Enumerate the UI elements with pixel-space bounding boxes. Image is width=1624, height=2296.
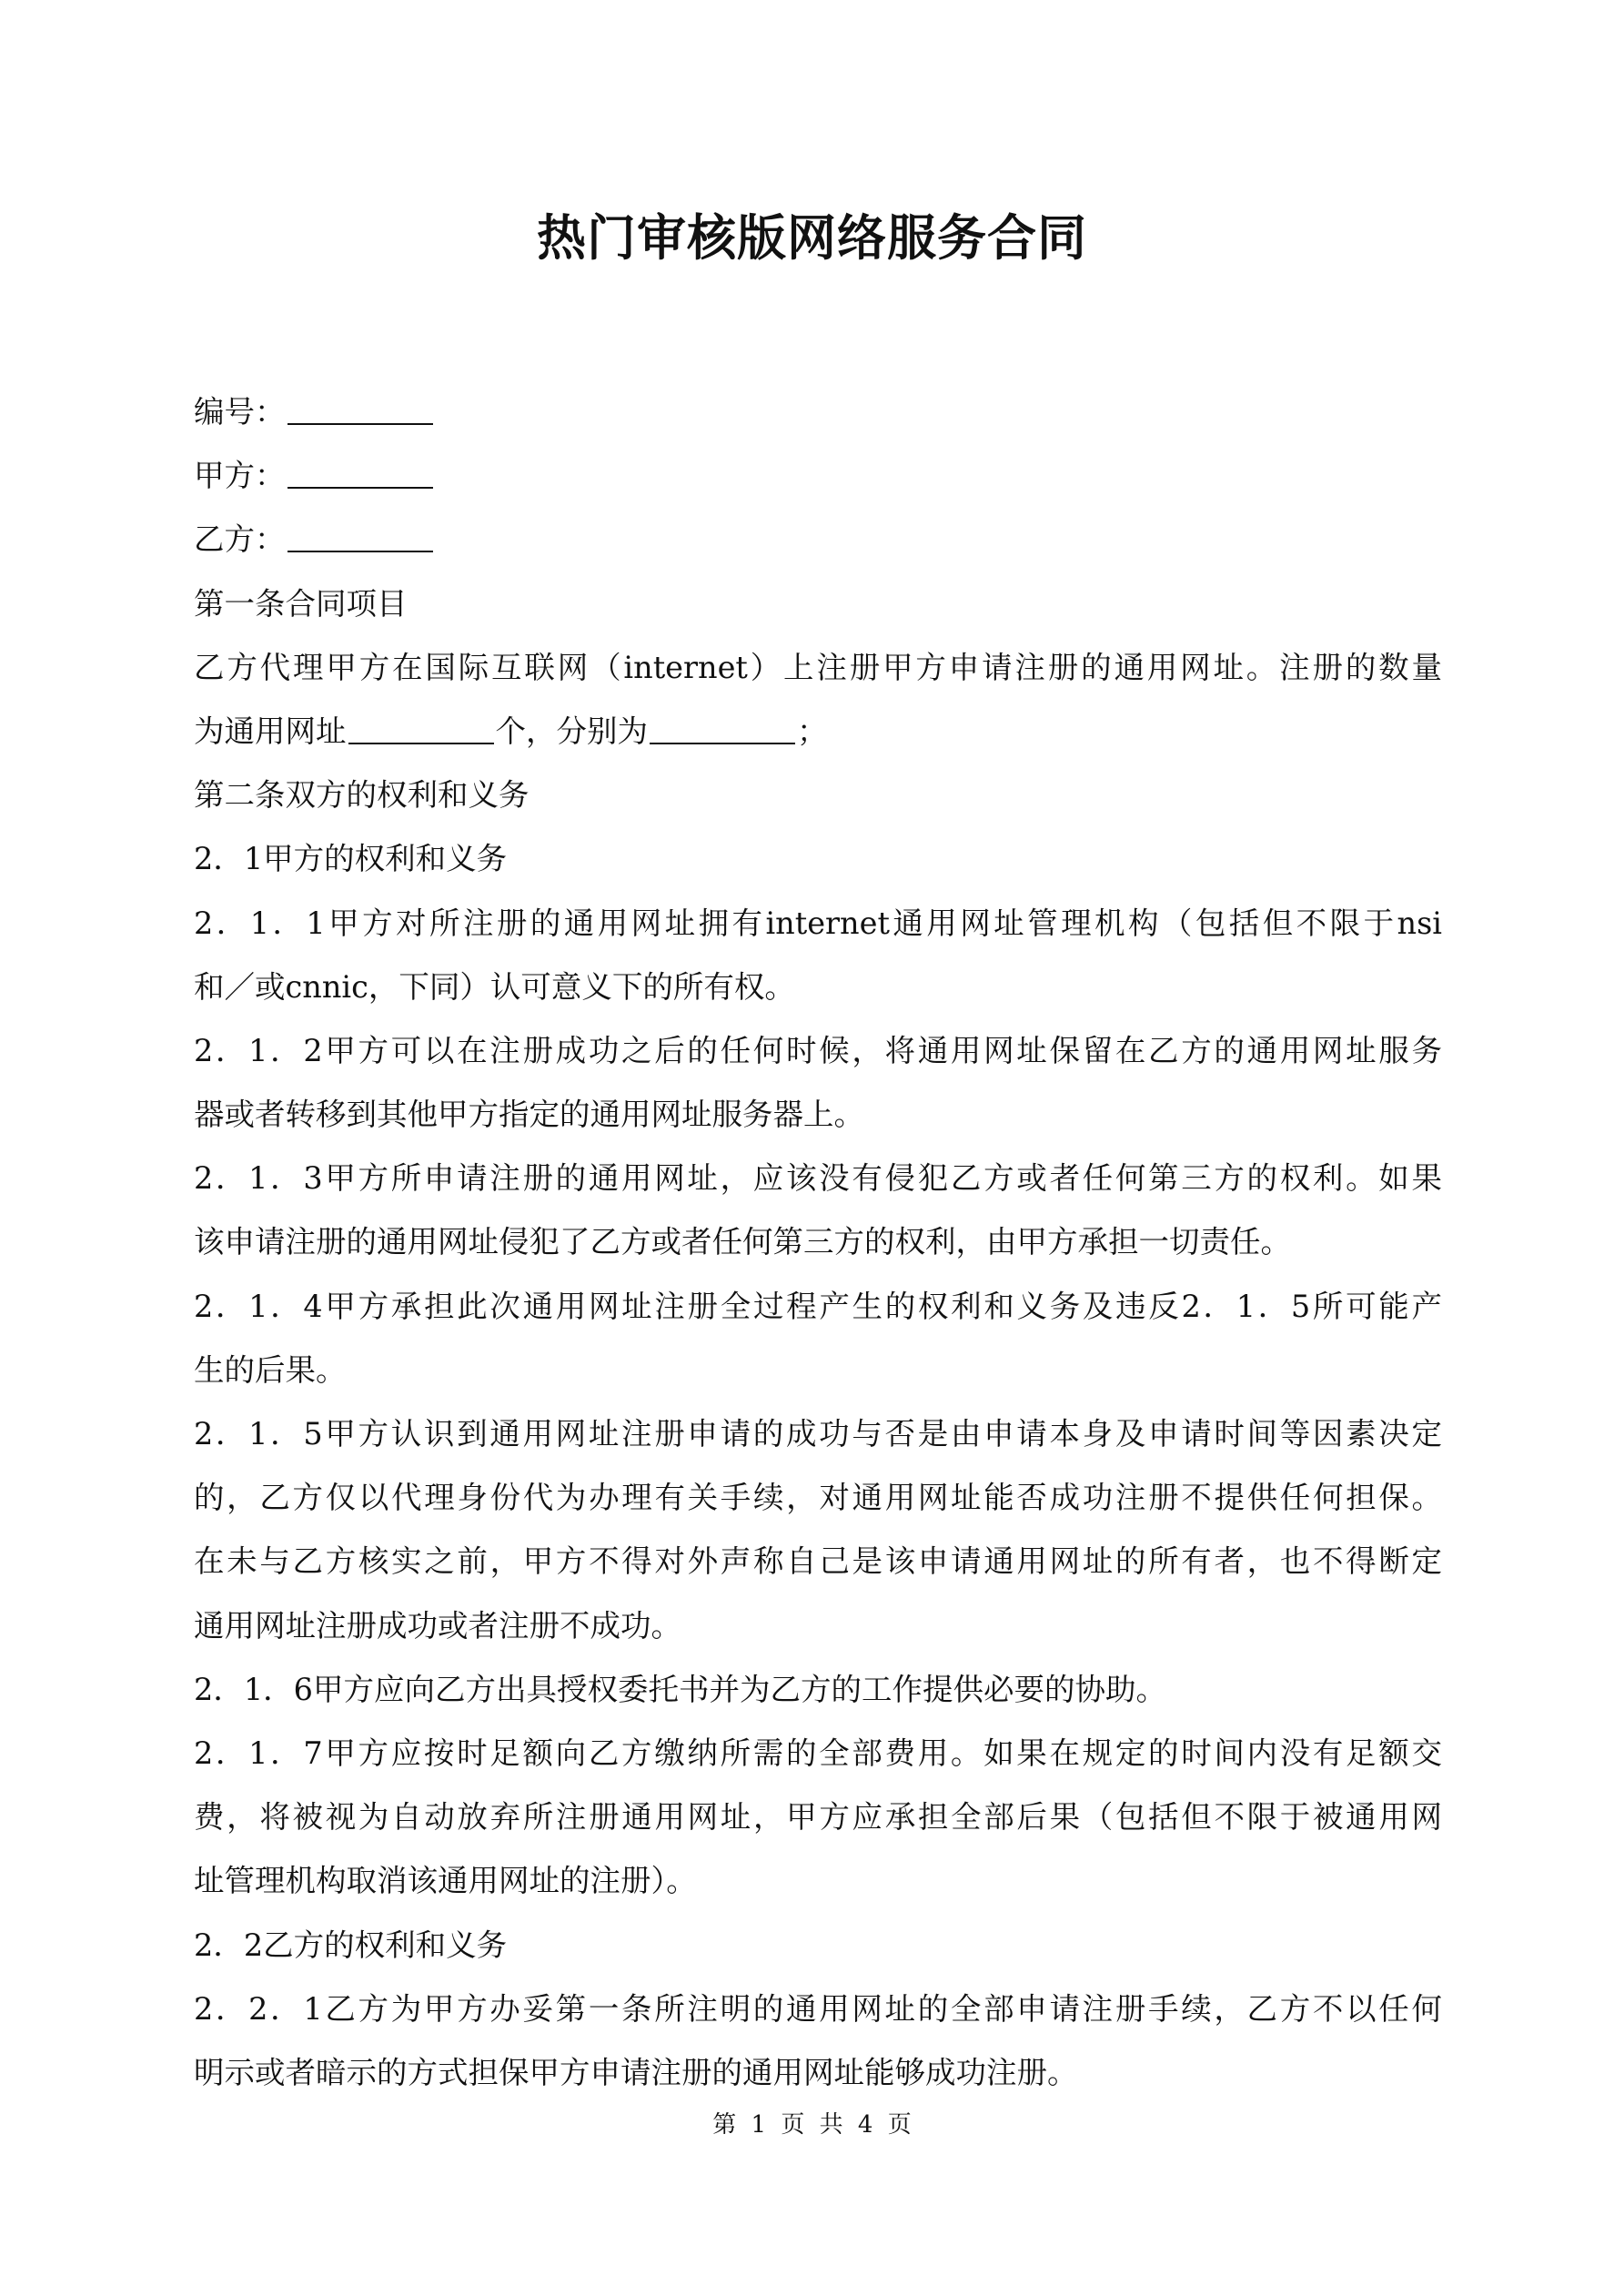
document-body (194, 380, 1442, 2105)
paragraph-line: 通用网址注册成功或者注册不成功。 (194, 1607, 681, 1644)
paragraph-line: 和／或cnnic，下同）认可意义下的所有权。 (194, 968, 795, 1005)
blank-line (287, 486, 433, 489)
field-label: 编号： (194, 394, 286, 430)
section-heading: 第二条双方的权利和义务 (194, 777, 530, 814)
paragraph-line: 2．1．3甲方所申请注册的通用网址，应该没有侵犯乙方或者任何第三方的权利。如果 (194, 1160, 1442, 1197)
paragraph-line: 2．1．2甲方可以在注册成功之后的任何时候，将通用网址保留在乙方的通用网址服务 (194, 1032, 1442, 1068)
paragraph-line: 2．1．4甲方承担此次通用网址注册全过程产生的权利和义务及违反2．1．5所可能产 (194, 1288, 1442, 1324)
paragraph-line (194, 700, 1442, 764)
paragraph-line: 2．1．1甲方对所注册的通用网址拥有internet通用网址管理机构（包括但不限于nsi (194, 905, 1442, 941)
text-fragment: 个，分别为 (495, 713, 648, 749)
field-contract-number (194, 380, 1442, 444)
text-fragment: ； (797, 713, 828, 749)
blank-line (348, 742, 494, 744)
field-party-a (194, 444, 1442, 508)
subsection-heading: 2．1甲方的权利和义务 (194, 841, 508, 877)
blank-line (650, 742, 795, 744)
paragraph-line: 2．1．6甲方应向乙方出具授权委托书并为乙方的工作提供必要的协助。 (194, 1671, 1166, 1707)
page-number-footer: 第 1 页 共 4 页 (712, 2111, 912, 2139)
text-fragment: 为通用网址 (194, 713, 347, 749)
field-label: 甲方： (194, 458, 286, 494)
paragraph-line: 2．1．7甲方应按时足额向乙方缴纳所需的全部费用。如果在规定的时间内没有足额交 (194, 1735, 1442, 1771)
paragraph-line: 2．2．1乙方为甲方办妥第一条所注明的通用网址的全部申请注册手续，乙方不以任何 (194, 1990, 1442, 2027)
section-heading: 第一条合同项目 (194, 585, 408, 622)
blank-line (287, 422, 433, 425)
paragraph-line: 乙方代理甲方在国际互联网（internet）上注册甲方申请注册的通用网址。注册的数量 (194, 649, 1442, 685)
field-party-b (194, 508, 1442, 571)
document-title: 热门审核版网络服务合同 (537, 209, 1087, 267)
paragraph-line: 费，将被视为自动放弃所注册通用网址，甲方应承担全部后果（包括但不限于被通用网 (194, 1799, 1442, 1836)
paragraph-line: 址管理机构取消该通用网址的注册）。 (194, 1863, 697, 1899)
field-label: 乙方： (194, 521, 286, 558)
blank-line (287, 550, 433, 552)
paragraph-line: 该申请注册的通用网址侵犯了乙方或者任何第三方的权利，由甲方承担一切责任。 (194, 1224, 1291, 1260)
paragraph-line: 器或者转移到其他甲方指定的通用网址服务器上。 (194, 1097, 864, 1133)
subsection-heading: 2．2乙方的权利和义务 (194, 1927, 508, 1963)
paragraph-line: 的，乙方仅以代理身份代为办理有关手续，对通用网址能否成功注册不提供任何担保。 (194, 1480, 1442, 1516)
paragraph-line: 在未与乙方核实之前，甲方不得对外声称自己是该申请通用网址的所有者，也不得断定 (194, 1543, 1442, 1580)
paragraph-line: 明示或者暗示的方式担保甲方申请注册的通用网址能够成功注册。 (194, 2054, 1078, 2090)
paragraph-line: 生的后果。 (194, 1351, 347, 1388)
paragraph-line: 2．1．5甲方认识到通用网址注册申请的成功与否是由申请本身及申请时间等因素决定 (194, 1416, 1442, 1451)
